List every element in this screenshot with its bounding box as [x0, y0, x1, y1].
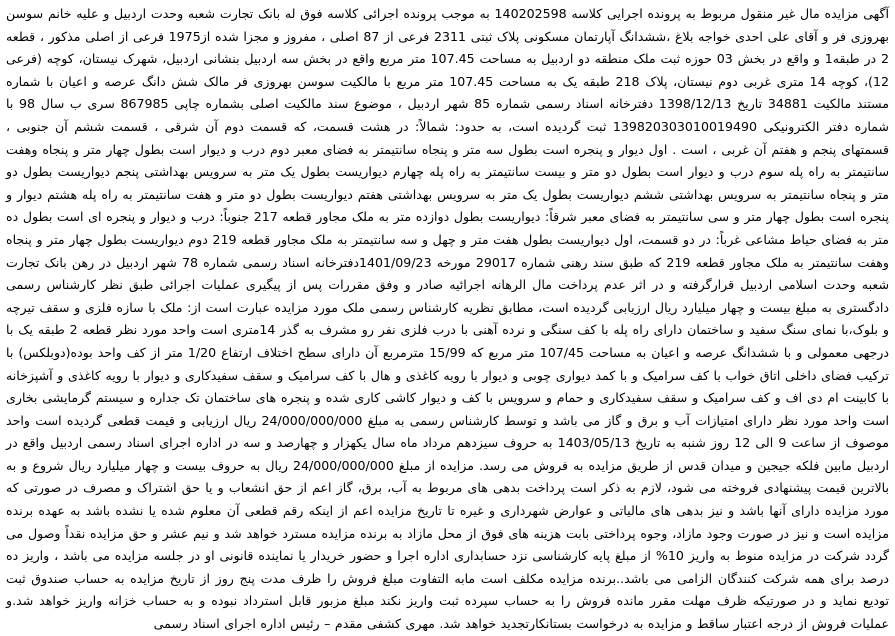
auction-notice-text: آگهی مزایده مال غیر منقول مربوط به پرونده اجرایی کلاسه 140202598 به موجب پرونده اجرائی کلاسه فوق له بانک تجارت شعبه وحدت اردبیل و علیه خانم سوسن بهروزی فر و آقای علی احدی خواجه بلاغ ،ششدانگ آپارتمان مسکونی پلاک ثبتی 2311 فرعی از 87 اصلی ، مفروز و مجزا شده از1975 فرعی از اصلی مذکور ، قطعه 2 در طبقه1 و واقع در بخش 03 حوزه ثبت ملک منطقه دو اردبیل به مساحت 107.45 متر مربع واقع در بخش سه اردبیل بنشانی اردبیل، شهرک نیستان، کوچه (فرعی 12)، کوچه 14 متری غربی دوم نیستان، پلاک 218 طبقه یک به مساحت 107.45 متر مربع با مالکیت سوسن بهروزی فر مالک شش دانگ عرصه و اعیان با شماره مستند مالکیت 34881 تاریخ 1398/12/13 دفترخانه اسناد رسمی شماره 85 شهر اردبیل ، موضوع سند مالکیت اصلی بشماره چاپی 867985 سری ب سال 98 با شماره دفتر الکترونیکی 139820303010019490 ثبت گردیده است، به حدود: شمالاً: در هشت قسمت، که قسمت دوم آن شرقی ، قسمت ششم آن جنوبی ، قسمتهای پنجم و هفتم آن غربی ، است . اول دیوار و پنجره است بطول سه متر و پنجاه سانتیمتر به فضای معبر دوم درب و دیوار است بطول چهار متر و پنجاه وهفت سانتیمتر به راه پله سوم درب و دیوار است بطول دو متر و بیست سانتیمتر به راه پله چهارم دیواریست بطول یک متر به سرویس بهداشتی پنجم دیواریست بطول دو متر و پنجاه سانتیمتر به سرویس بهداشتی ششم دیواریست بطول یک متر به سرویس بهداشتی هفتم دیواریست بطول دو متر و هفت سانتیمتر به راه پله هشتم دیوار و پنجره است بطول چهار متر و سی سانتیمتر به فضای معبر شرقاً: دیواریست بطول دوازده متر به ملک مجاور قطعه 217 جنوباً: درب و دیوار و پنجره ای است بطول ده متر به فضای حیاط مشاعی غرباً: در دو قسمت، اول دیواریست بطول هفت متر و چهل و سه سانتیمتر به ملک مجاور قطعه 219 دوم دیواریست بطول چهار متر و پنجاه وهفت سانتیمتر به ملک مجاور قطعه 219 که طبق سند رهنی شماره 29017 مورخه 1401/09/23دفترخانه اسناد رسمی شماره 78 شهر اردبیل در رهن بانک تجارت شعبه وحدت اسلامی اردبیل قرارگرفته و در اثر عدم پرداخت مال الرهانه اجرائیه صادر و وفق مقررات پس از پیگیری عملیات اجرائی طبق نظر کارشناس رسمی دادگستری به مبلغ بیست و چهار میلیارد ریال ارزیابی گردیده است، مطابق نظریه کارشناس رسمی ملک مورد مزایده عبارت است از: ملک با سازه فلزی و سقف تیرچه و بلوک،با نمای سنگ سفید و ساختمان دارای راه پله با کف سنگی و نرده آهنی با درب فلزی نفر رو مشرف به گذر 14متری است واحد مورد نظر قطعه 2 طبقه یک با درجهی معمولی و با ششدانگ عرصه و اعیان به مساحت 107/45 متر مربع که 15/99 مترمربع آن دارای سطح اختلاف ارتفاع 1/20 متر از کف واحد بوده(دوبلکس) با ترکیب فضای داخلی اتاق خواب با کف سرامیک و با کمد دیواری چوبی و دیوار با رویه کاغذی و هال با کف سرامیک و سقف سفیدکاری و دیوار با رویه کاغذی و آشپزخانه با کابینت ام دی اف و کف سرامیک و سقف سفیدکاری و حمام و سرویس با کف و دیوار کاشی کاری شده و پنجره های ساختمان تک جداره و سیستم گرمایشی بخاری است واحد مورد نظر دارای امتیازات آب و برق و گاز می باشد و توسط کارشناس رسمی به مبلغ 24/000/000/000 ریال ارزیابی و قیمت قطعی گردیده است واحد موصوف از ساعت 9 الی 12 روز شنبه به تاریخ 1403/05/13 به حروف سیزدهم مرداد ماه سال یکهزار و چهارصد و سه در اداره اجرای اسناد رسمی اردبیل واقع در اردبیل مابین فلکه جیجین و میدان قدس از طریق مزایده به فروش می رسد. مزایده از مبلغ 24/000/000/000 ریال به حروف بیست و چهار میلیارد ریال شروع و به بالاترین قیمت پیشنهادی فروخته می شود، لازم به ذکر است پرداخت بدهی های مربوط به آب، برق، گاز اعم از حق انشعاب و یا حق اشتراک و مصرف در صورتی که مورد مزایده دارای آنها باشد و نیز بدهی های مالیاتی و عوارض شهرداری و غیره تا تاریخ مزایده اعم از اینکه رقم قطعی آن معلوم شده یا نشده باشد به عهده برنده مزایده است و نیز در صورت وجود مازاد، وجوه پرداختی بابت هزینه های فوق از محل مازاد به برنده مزایده مسترد خواهد شد و نیم عشر و حق مزایده نقداً وصول می گردد شرکت در مزایده منوط به واریز 10% از مبلغ پایه کارشناسی نزد حسابداری اداره اجرا و حضور خریدار یا نماینده قانونی او در جلسه مزایده می باشد ، واریز ده درصد برای همه شرکت کنندگان الزامی می باشد..برنده مزایده مکلف است مابه التفاوت مبلغ فروش را ظرف مدت پنج روز از تاریخ مزایده به حساب صندوق ثبت تودیع نماید و در صورتیکه ظرف مهلت مقرر مانده فروش را به حساب سپرده ثبت واریز نکند مبلغ مزبور قابل استرداد نبوده و به حساب خزانه واریز خواهد شد.و عملیات فروش از درجه اعتبار ساقط و مزایده به درخواست بستانکارتجدید خواهد شد. مهری کشفی مقدم – رئیس اداره اجرای اسناد رسمی	[6, 6, 890, 632]
